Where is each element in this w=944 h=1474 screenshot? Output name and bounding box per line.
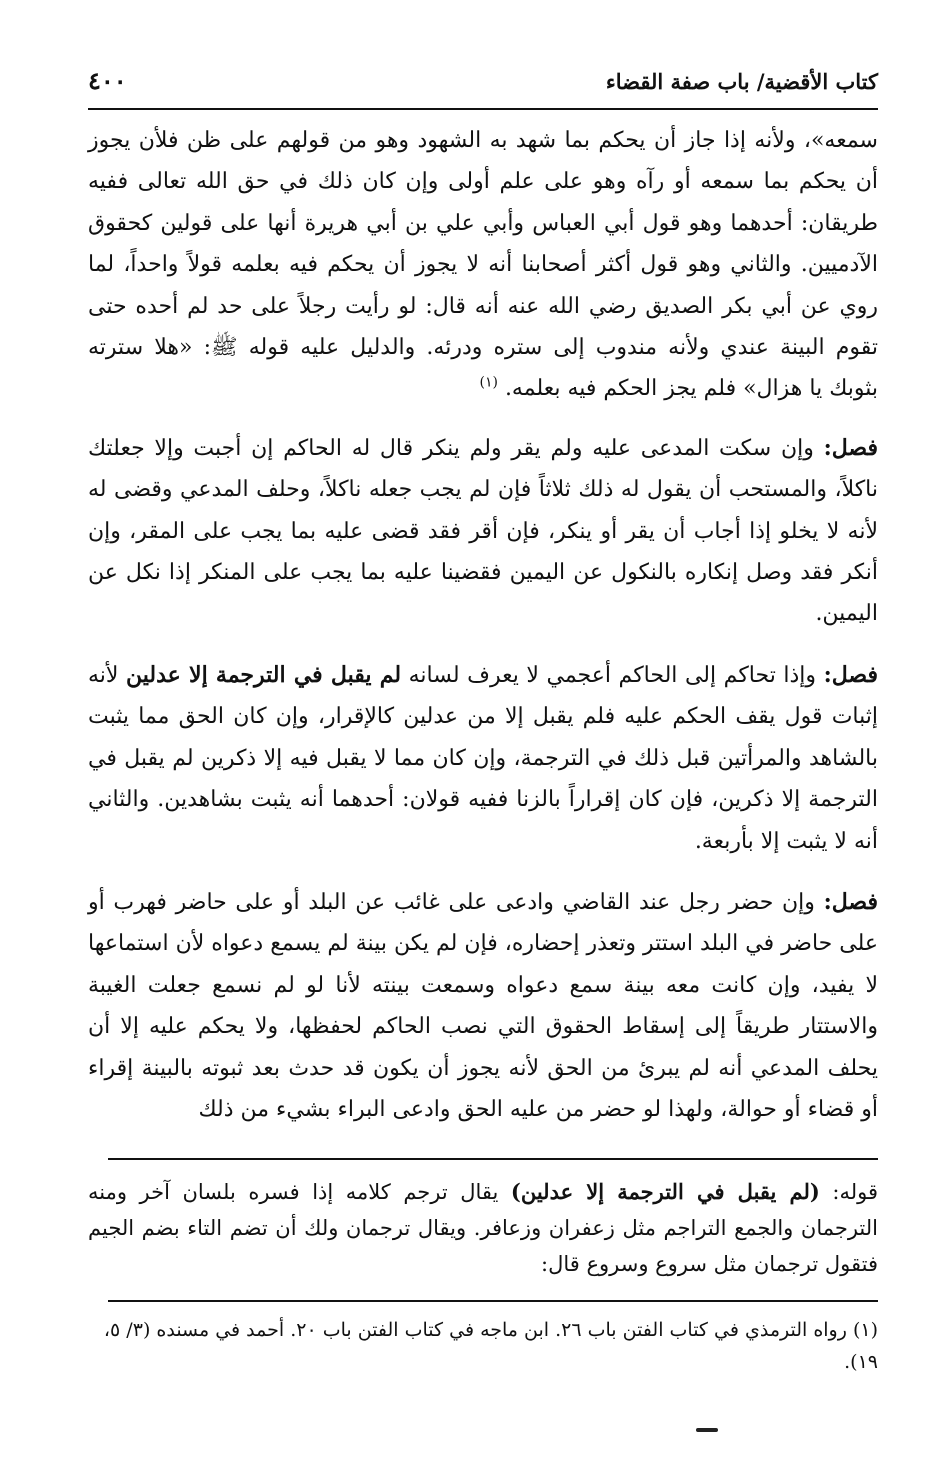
paragraph-1 bbox=[88, 120, 878, 410]
paragraph-2 bbox=[88, 428, 878, 635]
section-label: فصل: bbox=[823, 661, 878, 688]
paragraph-2-text: وإن سكت المدعى عليه ولم يقر ولم ينكر قال له الحاكم إن أجبت وإلا جعلتك ناكلاً، والمستحب أن يقول له ذلك ثلاثاً فإن لم يجب جعله ناكلاً، وحلف المدعي وقضى له لأنه لا يخلو إذا أجاب أن يقر أو ينكر، فإن أقر فقد قضى عليه بما يجب على المقر، وإن أنكر فقد وصل إنكاره بالنكول عن اليمين فقضينا عليه بما يجب على المنكر إذا نكل عن اليمين. bbox=[88, 435, 878, 627]
running-header bbox=[88, 60, 878, 100]
paragraph-1-text: سمعه»، ولأنه إذا جاز أن يحكم بما شهد به الشهود وهو من قولهم على ظن فلأن يجوز أن يحكم بما سمعه أو رآه وهو على علم أولى وإن كان ذلك في حق الله تعالى ففيه طريقان: أحدهما وهو قول أبي العباس وأبي علي بن أبي هريرة أنها على قولين كحقوق الآدميين. والثاني وهو قول أكثر أصحابنا أنه لا يجوز أن يحكم فيه بعلمه قولاً واحداً، لما روي عن أبي بكر الصديق رضي الله عنه أنه قال: لو رأيت رجلاً على حد لم أحده حتى تقوم البينة عندي ولأنه مندوب إلى ستره ودرئه. والدليل عليه قوله ﷺ: «هلا سترته بثوبك يا هزال» فلم يجز الحكم فيه بعلمه. bbox=[88, 128, 878, 402]
footnote-marker: (١) bbox=[479, 375, 498, 392]
commentary-lead: قوله: bbox=[819, 1180, 879, 1205]
footnote: (١) رواه الترمذي في كتاب الفتن باب ٢٦. ابن ماجه في كتاب الفتن باب ٢٠. أحمد في مسنده (٣/ ٥، ١٩). bbox=[103, 1319, 878, 1374]
page-ornament bbox=[696, 1428, 718, 1432]
footnote-rule bbox=[108, 1300, 878, 1302]
paragraph-4 bbox=[88, 882, 878, 1130]
section-label: فصل: bbox=[823, 434, 878, 461]
paragraph-4-text: وإن حضر رجل عند القاضي وادعى على غائب عن البلد أو على حاضر فهرب أو على حاضر في البلد استتر وتعذر إحضاره، فإن لم يكن بينة لم يسمع دعواه لأن استماعها لا يفيد، وإن كانت معه بينة سمع دعواه وسمعت بينته لأنا لو لم نسمع جعلت الغيبة والاستتار طريقاً إلى إسقاط الحقوق التي نصب الحاكم لحفظها، ولا يحكم عليه إلا أن يحلف المدعي أنه لم يبرئ من الحق لأنه يجوز أن يكون قد حدث بعد ثبوته بالبينة إقراء أو قضاء أو حوالة، ولهذا لو حضر من عليه الحق وادعى البراء بشيء من ذلك bbox=[88, 889, 879, 1122]
book-page bbox=[88, 60, 878, 1378]
commentary-text: يقال ترجم كلامه إذا فسره بلسان آخر ومنه الترجمان والجمع التراجم مثل زعفران وزعافر. ويقال ترجمان ولك أن تضم التاء بضم الجيم فتقول ترجمان مثل سروع وسروع قال: bbox=[88, 1180, 878, 1277]
header-rule bbox=[88, 108, 878, 110]
paragraph-3-bold-phrase: لم يقبل في الترجمة إلا عدلين bbox=[126, 661, 402, 688]
paragraph-3-text-a: وإذا تحاكم إلى الحاكم أعجمي لا يعرف لسانه bbox=[401, 662, 824, 688]
commentary-rule bbox=[108, 1158, 878, 1160]
commentary-note bbox=[88, 1174, 878, 1282]
running-title: كتاب الأقضية/ باب صفة القضاء bbox=[605, 69, 878, 94]
page-number: ٤٠٠ bbox=[88, 66, 127, 95]
commentary-bold-phrase: (لم يقبل في الترجمة إلا عدلين) bbox=[510, 1179, 820, 1205]
section-label: فصل: bbox=[823, 888, 878, 915]
paragraph-3 bbox=[88, 655, 878, 862]
paragraph-3-text-b: لأنه إثبات قول يقف الحكم عليه فلم يقبل إلا من عدلين كالإقرار، وإن كان الحق مما يثبت بالشاهد والمرأتين قبل ذلك في الترجمة، وإن كان مما لا يقبل فيه إلا ذكرين لم يقبل في الترجمة إلا ذكرين، فإن كان إقراراً بالزنا ففيه قولان: أحدهما أنه يثبت بشاهدين. والثاني أنه لا يثبت إلا بأربعة. bbox=[88, 662, 878, 854]
